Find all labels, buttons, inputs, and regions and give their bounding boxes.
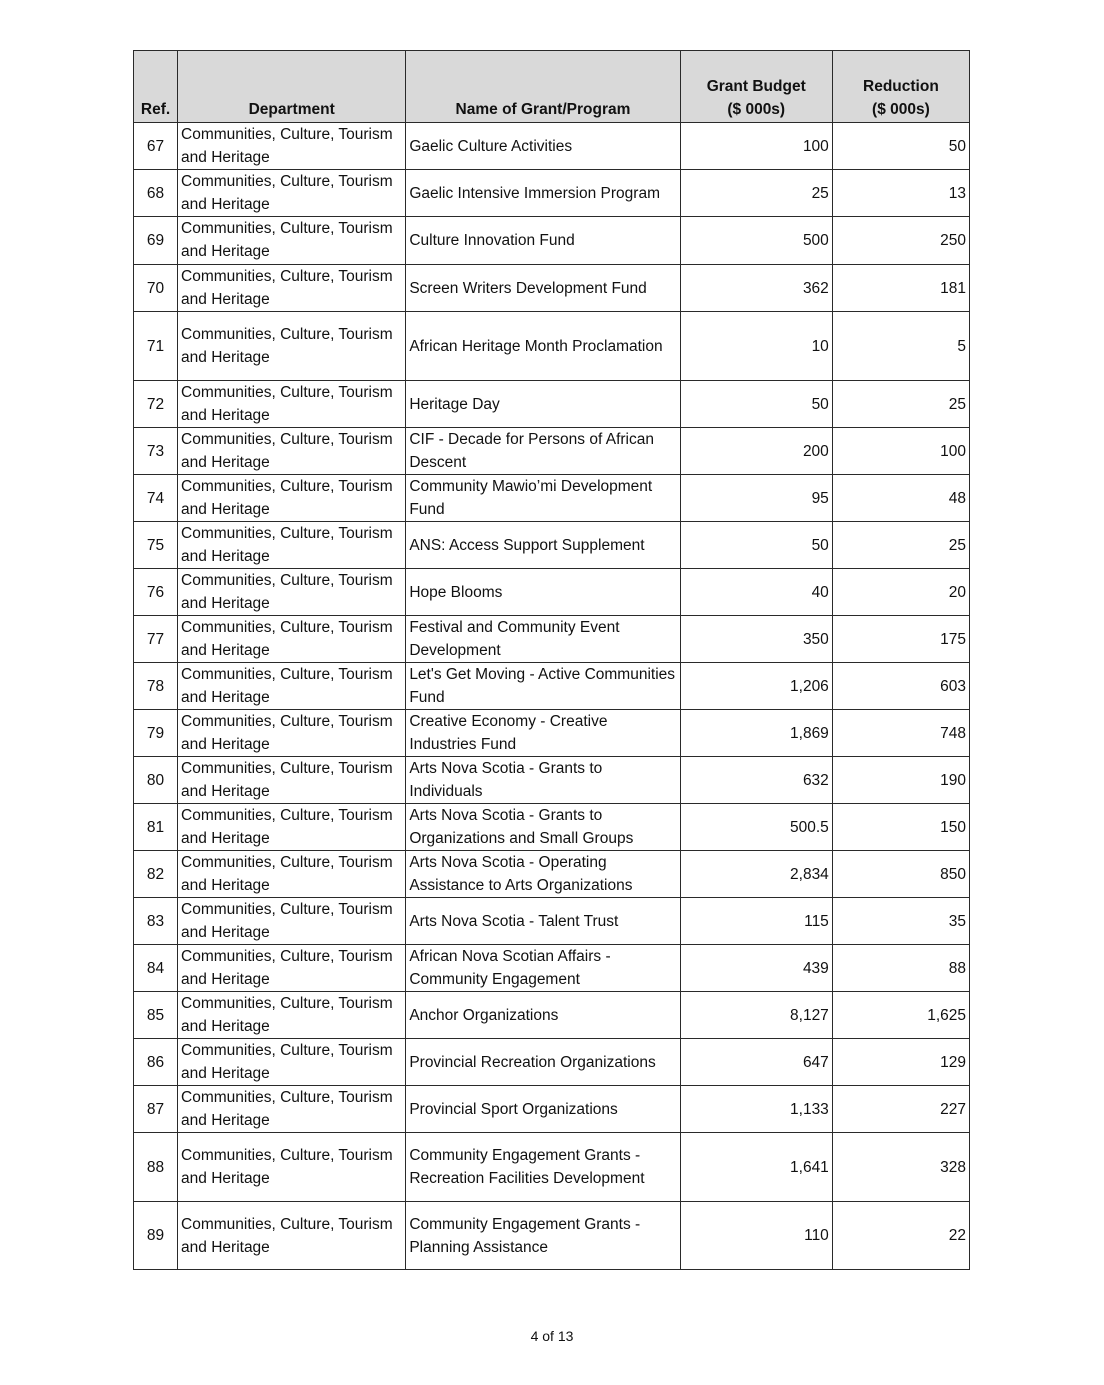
cell-reduction: 227 — [832, 1086, 969, 1133]
cell-department: Communities, Culture, Tourism and Heritage — [178, 757, 406, 804]
cell-department: Communities, Culture, Tourism and Heritage — [178, 123, 406, 170]
cell-grant-name: Arts Nova Scotia - Talent Trust — [406, 898, 680, 945]
cell-grant-name: Arts Nova Scotia - Grants to Individuals — [406, 757, 680, 804]
cell-grant-name: Provincial Sport Organizations — [406, 1086, 680, 1133]
cell-reduction: 35 — [832, 898, 969, 945]
cell-reduction: 20 — [832, 569, 969, 616]
cell-ref: 84 — [134, 945, 178, 992]
header-department: Department — [178, 51, 406, 123]
cell-grant-name: Culture Innovation Fund — [406, 217, 680, 265]
table-row — [134, 170, 970, 217]
cell-ref: 87 — [134, 1086, 178, 1133]
cell-reduction: 22 — [832, 1202, 969, 1270]
cell-ref: 85 — [134, 992, 178, 1039]
cell-grant-budget: 500.5 — [680, 804, 832, 851]
table-row — [134, 1086, 970, 1133]
cell-ref: 89 — [134, 1202, 178, 1270]
cell-ref: 81 — [134, 804, 178, 851]
cell-grant-name: Let's Get Moving - Active Communities Fund — [406, 663, 680, 710]
table-row — [134, 804, 970, 851]
cell-reduction: 328 — [832, 1133, 969, 1202]
cell-grant-budget: 647 — [680, 1039, 832, 1086]
cell-reduction: 603 — [832, 663, 969, 710]
cell-department: Communities, Culture, Tourism and Heritage — [178, 381, 406, 428]
cell-grant-budget: 200 — [680, 428, 832, 475]
cell-grant-budget: 110 — [680, 1202, 832, 1270]
table-row — [134, 123, 970, 170]
table-row — [134, 217, 970, 265]
cell-department: Communities, Culture, Tourism and Heritage — [178, 1133, 406, 1202]
cell-grant-name: African Heritage Month Proclamation — [406, 312, 680, 381]
cell-grant-name: Hope Blooms — [406, 569, 680, 616]
cell-grant-name: Creative Economy - Creative Industries Fund — [406, 710, 680, 757]
table-row — [134, 381, 970, 428]
cell-department: Communities, Culture, Tourism and Heritage — [178, 851, 406, 898]
cell-reduction: 25 — [832, 522, 969, 569]
cell-grant-budget: 50 — [680, 522, 832, 569]
cell-ref: 80 — [134, 757, 178, 804]
cell-ref: 74 — [134, 475, 178, 522]
table-row — [134, 945, 970, 992]
cell-reduction: 190 — [832, 757, 969, 804]
cell-department: Communities, Culture, Tourism and Heritage — [178, 428, 406, 475]
table-row — [134, 1133, 970, 1202]
cell-reduction: 748 — [832, 710, 969, 757]
cell-reduction: 50 — [832, 123, 969, 170]
cell-grant-name: ANS: Access Support Supplement — [406, 522, 680, 569]
header-reduction-line1: Reduction — [863, 78, 939, 95]
header-grant-budget-line1: Grant Budget — [706, 78, 806, 95]
cell-reduction: 129 — [832, 1039, 969, 1086]
cell-grant-budget: 10 — [680, 312, 832, 381]
cell-ref: 79 — [134, 710, 178, 757]
header-grant-budget-line2: ($ 000s) — [727, 101, 786, 118]
cell-grant-budget: 500 — [680, 217, 832, 265]
cell-grant-name: CIF - Decade for Persons of African Descent — [406, 428, 680, 475]
cell-ref: 88 — [134, 1133, 178, 1202]
cell-ref: 82 — [134, 851, 178, 898]
table-row — [134, 992, 970, 1039]
cell-grant-name: Arts Nova Scotia - Grants to Organizations and Small Groups — [406, 804, 680, 851]
cell-reduction: 25 — [832, 381, 969, 428]
header-grant-budget — [680, 51, 832, 123]
header-ref: Ref. — [134, 51, 178, 123]
table-row — [134, 710, 970, 757]
cell-grant-name: African Nova Scotian Affairs - Community Engagement — [406, 945, 680, 992]
table-row — [134, 663, 970, 710]
cell-reduction: 175 — [832, 616, 969, 663]
cell-grant-budget: 362 — [680, 265, 832, 312]
cell-department: Communities, Culture, Tourism and Heritage — [178, 1086, 406, 1133]
cell-grant-name: Screen Writers Development Fund — [406, 265, 680, 312]
cell-department: Communities, Culture, Tourism and Heritage — [178, 663, 406, 710]
cell-ref: 78 — [134, 663, 178, 710]
cell-ref: 67 — [134, 123, 178, 170]
cell-department: Communities, Culture, Tourism and Heritage — [178, 804, 406, 851]
cell-department: Communities, Culture, Tourism and Heritage — [178, 217, 406, 265]
cell-reduction: 13 — [832, 170, 969, 217]
table-row — [134, 265, 970, 312]
cell-department: Communities, Culture, Tourism and Heritage — [178, 170, 406, 217]
cell-grant-name: Provincial Recreation Organizations — [406, 1039, 680, 1086]
cell-ref: 71 — [134, 312, 178, 381]
cell-ref: 75 — [134, 522, 178, 569]
cell-department: Communities, Culture, Tourism and Heritage — [178, 312, 406, 381]
cell-grant-budget: 100 — [680, 123, 832, 170]
table-row — [134, 475, 970, 522]
cell-ref: 86 — [134, 1039, 178, 1086]
header-reduction — [832, 51, 969, 123]
table-row — [134, 569, 970, 616]
cell-reduction: 48 — [832, 475, 969, 522]
table-body — [134, 123, 970, 1270]
cell-grant-budget: 1,133 — [680, 1086, 832, 1133]
table-header-row — [134, 51, 970, 123]
cell-grant-budget: 632 — [680, 757, 832, 804]
cell-grant-name: Festival and Community Event Development — [406, 616, 680, 663]
cell-grant-name: Community Mawio’mi Development Fund — [406, 475, 680, 522]
cell-ref: 69 — [134, 217, 178, 265]
cell-grant-budget: 50 — [680, 381, 832, 428]
cell-ref: 76 — [134, 569, 178, 616]
cell-reduction: 100 — [832, 428, 969, 475]
grants-table — [133, 50, 970, 1270]
cell-grant-budget: 1,641 — [680, 1133, 832, 1202]
cell-grant-budget: 1,869 — [680, 710, 832, 757]
cell-grant-name: Anchor Organizations — [406, 992, 680, 1039]
cell-grant-name: Arts Nova Scotia - Operating Assistance to Arts Organizations — [406, 851, 680, 898]
cell-reduction: 5 — [832, 312, 969, 381]
cell-grant-name: Gaelic Culture Activities — [406, 123, 680, 170]
cell-department: Communities, Culture, Tourism and Heritage — [178, 475, 406, 522]
cell-department: Communities, Culture, Tourism and Heritage — [178, 1202, 406, 1270]
table-row — [134, 851, 970, 898]
table-row — [134, 757, 970, 804]
cell-department: Communities, Culture, Tourism and Heritage — [178, 265, 406, 312]
cell-grant-budget: 40 — [680, 569, 832, 616]
page-number: 4 of 13 — [530, 1328, 574, 1344]
cell-department: Communities, Culture, Tourism and Heritage — [178, 1039, 406, 1086]
cell-ref: 70 — [134, 265, 178, 312]
cell-reduction: 250 — [832, 217, 969, 265]
cell-ref: 68 — [134, 170, 178, 217]
cell-reduction: 88 — [832, 945, 969, 992]
cell-department: Communities, Culture, Tourism and Heritage — [178, 616, 406, 663]
cell-grant-name: Community Engagement Grants - Recreation Facilities Development — [406, 1133, 680, 1202]
cell-reduction: 181 — [832, 265, 969, 312]
cell-grant-budget: 1,206 — [680, 663, 832, 710]
cell-reduction: 850 — [832, 851, 969, 898]
cell-grant-name: Gaelic Intensive Immersion Program — [406, 170, 680, 217]
cell-ref: 72 — [134, 381, 178, 428]
table-row — [134, 1202, 970, 1270]
cell-department: Communities, Culture, Tourism and Heritage — [178, 569, 406, 616]
cell-ref: 77 — [134, 616, 178, 663]
table-row — [134, 312, 970, 381]
cell-department: Communities, Culture, Tourism and Heritage — [178, 992, 406, 1039]
cell-reduction: 150 — [832, 804, 969, 851]
cell-grant-budget: 439 — [680, 945, 832, 992]
cell-department: Communities, Culture, Tourism and Heritage — [178, 945, 406, 992]
cell-department: Communities, Culture, Tourism and Heritage — [178, 710, 406, 757]
cell-grant-name: Community Engagement Grants - Planning Assistance — [406, 1202, 680, 1270]
cell-grant-name: Heritage Day — [406, 381, 680, 428]
cell-department: Communities, Culture, Tourism and Heritage — [178, 898, 406, 945]
table-row — [134, 616, 970, 663]
cell-grant-budget: 8,127 — [680, 992, 832, 1039]
table-row — [134, 898, 970, 945]
table-row — [134, 428, 970, 475]
table-row — [134, 1039, 970, 1086]
cell-ref: 83 — [134, 898, 178, 945]
cell-department: Communities, Culture, Tourism and Heritage — [178, 522, 406, 569]
cell-grant-budget: 95 — [680, 475, 832, 522]
cell-grant-budget: 115 — [680, 898, 832, 945]
header-grant-name: Name of Grant/Program — [406, 51, 680, 123]
cell-ref: 73 — [134, 428, 178, 475]
header-reduction-line2: ($ 000s) — [872, 101, 930, 118]
table-row — [134, 522, 970, 569]
cell-reduction: 1,625 — [832, 992, 969, 1039]
cell-grant-budget: 350 — [680, 616, 832, 663]
cell-grant-budget: 25 — [680, 170, 832, 217]
cell-grant-budget: 2,834 — [680, 851, 832, 898]
